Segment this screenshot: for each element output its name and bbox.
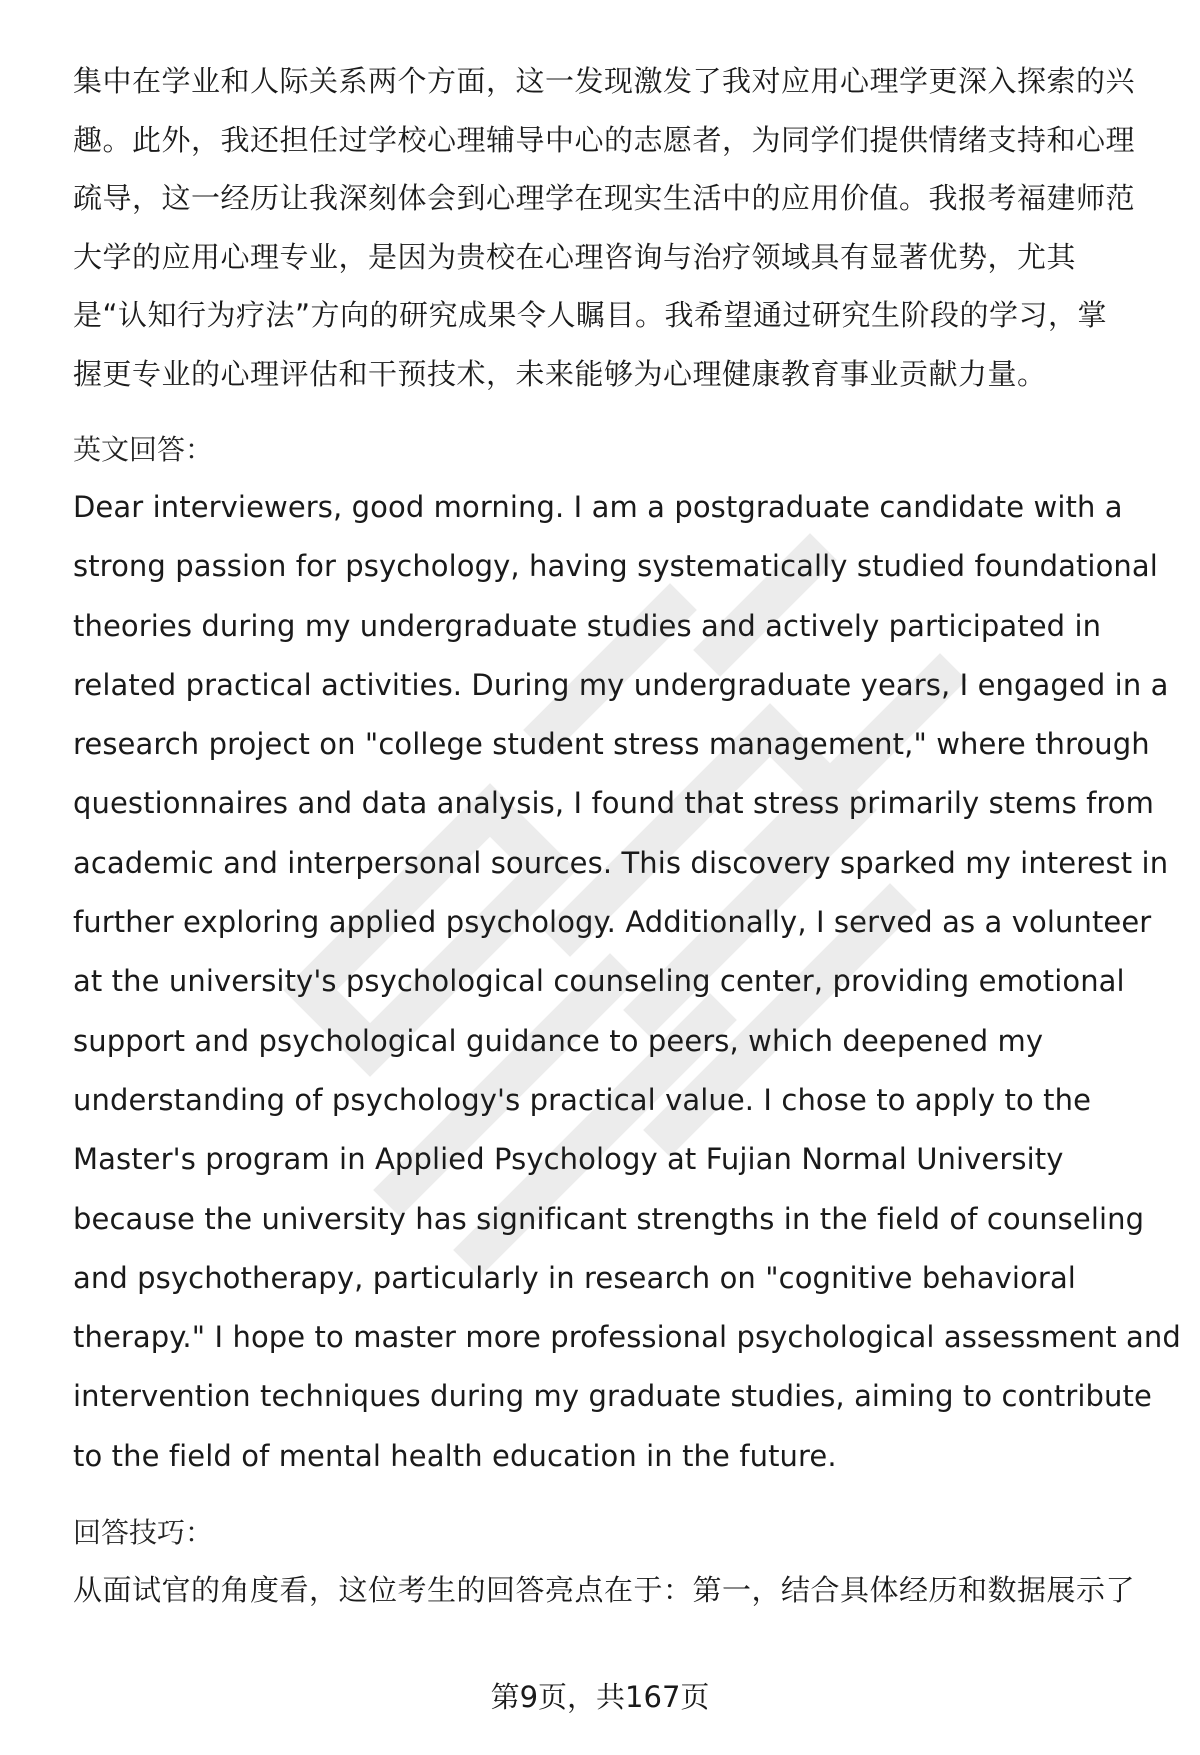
text-line: questionnaires and data analysis, I found that stress primarily stems from <box>73 786 1154 821</box>
text-line: strong passion for psychology, having systematically studied foundational <box>73 549 1158 584</box>
text-line: research project on "college student stress management," where through <box>73 727 1150 762</box>
text-line: 趣。此外，我还担任过学校心理辅导中心的志愿者，为同学们提供情绪支持和心理 <box>73 122 1136 157</box>
answer-tips-paragraph <box>73 1561 1163 1620</box>
english-answer-heading: 英文回答： <box>73 433 214 466</box>
text-line: Dear interviewers, good morning. I am a postgraduate candidate with a <box>73 490 1123 524</box>
text-line: Master's program in Applied Psychology at Fujian Normal University <box>73 1142 1064 1177</box>
text-line: 大学的应用心理专业，是因为贵校在心理咨询与治疗领域具有显著优势，尤其 <box>73 239 1077 274</box>
text-line: further exploring applied psychology. Additionally, I served as a volunteer <box>73 905 1152 940</box>
text-line: theories during my undergraduate studies and actively participated in <box>73 608 1102 643</box>
text-line: at the university's psychological counseling center, providing emotional <box>73 964 1125 999</box>
text-line: therapy." I hope to master more professional psychological assessment and <box>73 1320 1181 1355</box>
text-line: 疏导，这一经历让我深刻体会到心理学在现实生活中的应用价值。我报考福建师范 <box>73 181 1136 215</box>
answer-tips-heading: 回答技巧： <box>73 1516 214 1550</box>
text-line: 集中在学业和人际关系两个方面，这一发现激发了我对应用心理学更深入探索的兴 <box>73 64 1136 98</box>
chinese-answer-paragraph <box>73 52 1163 403</box>
text-line: 是“认知行为疗法”方向的研究成果令人瞩目。我希望通过研究生阶段的学习，掌 <box>73 298 1108 332</box>
text-line: to the field of mental health education in the future. <box>73 1438 837 1473</box>
text-line: related practical activities. During my undergraduate years, I engaged in a <box>73 667 1169 702</box>
text-line: understanding of psychology's practical value. I chose to apply to the <box>73 1082 1092 1117</box>
english-answer-paragraph <box>73 478 1181 1486</box>
page-content <box>73 52 1181 1620</box>
page-number-footer: 第9页，共167页 <box>490 1680 710 1714</box>
text-line: support and psychological guidance to peers, which deepened my <box>73 1023 1044 1058</box>
text-line: 握更专业的心理评估和干预技术，未来能够为心理健康教育事业贡献力量。 <box>73 356 1047 391</box>
text-line: and psychotherapy, particularly in research on "cognitive behavioral <box>73 1260 1076 1295</box>
text-line: 从面试官的角度看，这位考生的回答亮点在于：第一，结合具体经历和数据展示了 <box>73 1573 1136 1608</box>
text-line: academic and interpersonal sources. This discovery sparked my interest in <box>73 845 1169 880</box>
text-line: because the university has significant strengths in the field of counseling <box>73 1201 1145 1236</box>
text-line: intervention techniques during my graduate studies, aiming to contribute <box>73 1379 1152 1414</box>
